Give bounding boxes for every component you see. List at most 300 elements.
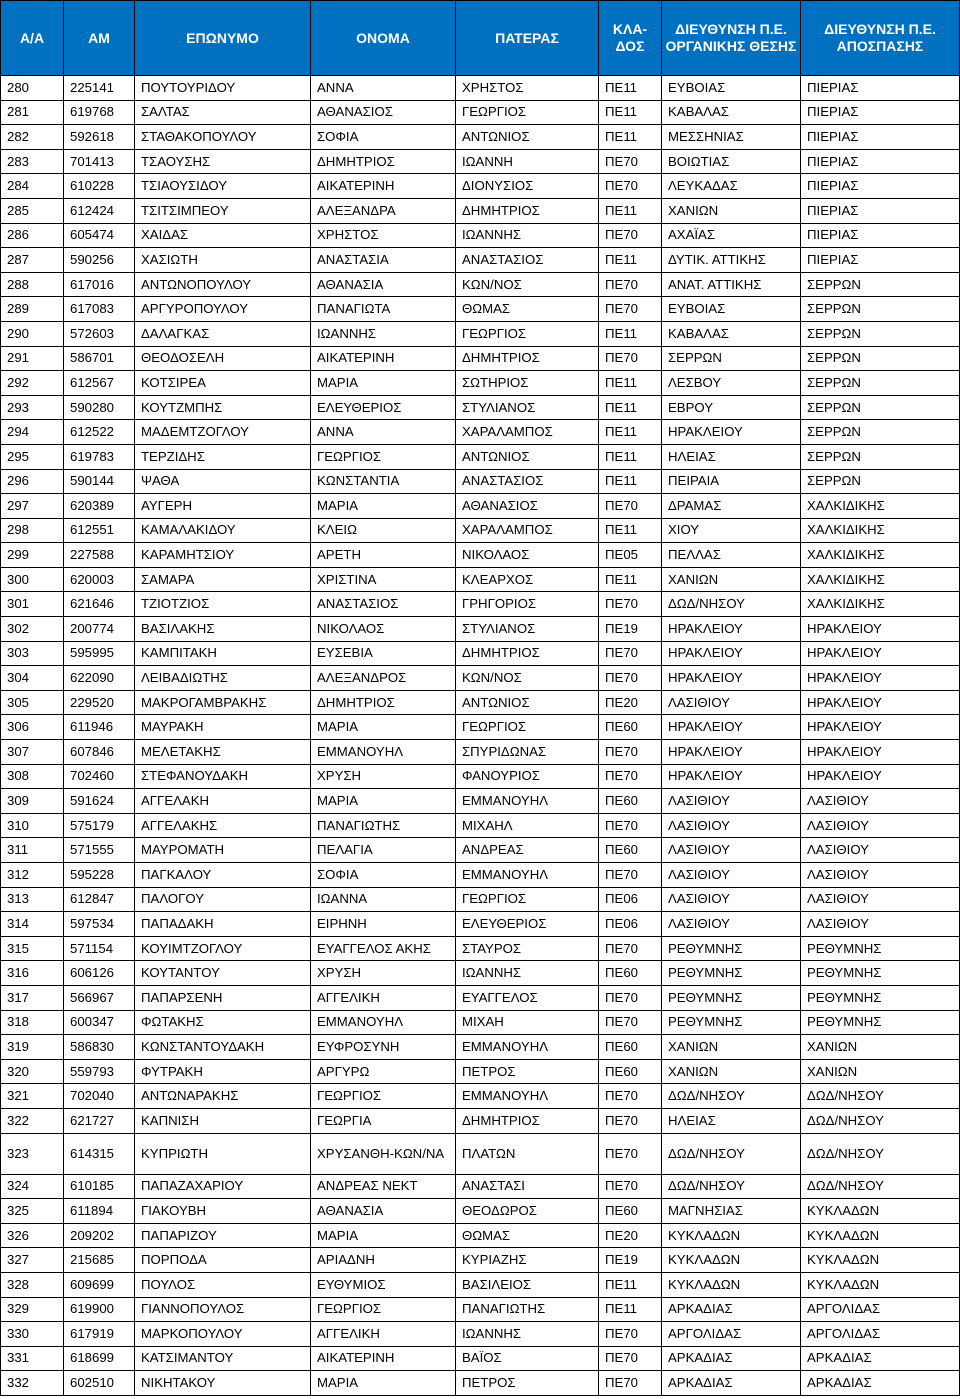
table-row [1,198,960,223]
cell-organiki: ΑΡΓΟΛΙΔΑΣ [662,1322,801,1347]
cell-klados: ΠΕ70 [599,1084,662,1109]
cell-klados: ΠΕ11 [599,395,662,420]
cell-organiki: ΚΥΚΛΑΔΩΝ [662,1272,801,1297]
cell-apospasis: ΣΕΡΡΩΝ [801,395,960,420]
cell-pateras: ΠΕΤΡΟΣ [456,1059,599,1084]
cell-klados: ΠΕ70 [599,1346,662,1371]
cell-apospasis: ΗΡΑΚΛΕΙΟΥ [801,617,960,642]
cell-am: 610228 [64,174,135,199]
cell-organiki: ΔΥΤΙΚ. ΑΤΤΙΚΗΣ [662,248,801,273]
cell-am: 586830 [64,1035,135,1060]
cell-am: 590144 [64,469,135,494]
cell-klados: ΠΕ70 [599,740,662,765]
cell-pateras: ΕΜΜΑΝΟΥΗΛ [456,863,599,888]
cell-pateras: ΚΩΝ/ΝΟΣ [456,666,599,691]
cell-organiki: ΕΒΡΟΥ [662,395,801,420]
cell-eponymo: ΠΑΛΟΓΟΥ [135,887,311,912]
cell-aa: 286 [1,223,64,248]
cell-eponymo: ΤΣΑΟΥΣΗΣ [135,149,311,174]
cell-aa: 301 [1,592,64,617]
cell-pateras: ΠΛΑΤΩΝ [456,1133,599,1174]
cell-pateras: ΑΝΤΩΝΙΟΣ [456,444,599,469]
cell-organiki: ΛΕΥΚΑΔΑΣ [662,174,801,199]
cell-am: 590256 [64,248,135,273]
cell-apospasis: ΧΑΛΚΙΔΙΚΗΣ [801,543,960,568]
cell-apospasis: ΚΥΚΛΑΔΩΝ [801,1223,960,1248]
cell-pateras: ΑΝΔΡΕΑΣ [456,838,599,863]
cell-am: 619900 [64,1297,135,1322]
cell-apospasis: ΣΕΡΡΩΝ [801,321,960,346]
cell-klados: ΠΕ70 [599,149,662,174]
table-row [1,518,960,543]
cell-onoma: ΕΜΜΑΝΟΥΗΛ [311,1010,456,1035]
cell-organiki: ΗΡΑΚΛΕΙΟΥ [662,641,801,666]
cell-klados: ΠΕ70 [599,641,662,666]
cell-aa: 288 [1,272,64,297]
cell-klados: ΠΕ70 [599,174,662,199]
cell-klados: ΠΕ60 [599,838,662,863]
table-row [1,641,960,666]
cell-am: 619783 [64,444,135,469]
cell-am: 617919 [64,1322,135,1347]
cell-apospasis: ΗΡΑΚΛΕΙΟΥ [801,764,960,789]
cell-am: 597534 [64,912,135,937]
cell-onoma: ΧΡΥΣΗ [311,764,456,789]
cell-eponymo: ΔΑΛΑΓΚΑΣ [135,321,311,346]
cell-organiki: ΑΝΑΤ. ΑΤΤΙΚΗΣ [662,272,801,297]
cell-aa: 298 [1,518,64,543]
cell-am: 571555 [64,838,135,863]
cell-klados: ΠΕ70 [599,936,662,961]
table-row [1,321,960,346]
cell-apospasis: ΠΙΕΡΙΑΣ [801,76,960,101]
cell-am: 621727 [64,1108,135,1133]
cell-organiki: ΠΕΛΛΑΣ [662,543,801,568]
table-row [1,715,960,740]
cell-apospasis: ΗΡΑΚΛΕΙΟΥ [801,641,960,666]
cell-eponymo: ΚΥΠΡΙΩΤΗ [135,1133,311,1174]
cell-pateras: ΝΙΚΟΛΑΟΣ [456,543,599,568]
cell-am: 566967 [64,985,135,1010]
cell-klados: ΠΕ11 [599,248,662,273]
cell-aa: 291 [1,346,64,371]
cell-klados: ΠΕ11 [599,321,662,346]
cell-apospasis: ΚΥΚΛΑΔΩΝ [801,1272,960,1297]
cell-pateras: ΑΝΑΣΤΑΣΙΟΣ [456,469,599,494]
cell-pateras: ΧΡΗΣΤΟΣ [456,76,599,101]
cell-aa: 305 [1,690,64,715]
cell-organiki: ΗΡΑΚΛΕΙΟΥ [662,666,801,691]
cell-pateras: ΒΑΣΙΛΕΙΟΣ [456,1272,599,1297]
cell-aa: 329 [1,1297,64,1322]
cell-klados: ΠΕ60 [599,789,662,814]
cell-am: 622090 [64,666,135,691]
cell-apospasis: ΠΙΕΡΙΑΣ [801,248,960,273]
cell-pateras: ΜΙΧΑΗ [456,1010,599,1035]
cell-organiki: ΗΛΕΙΑΣ [662,444,801,469]
table-row [1,1199,960,1224]
table-row [1,297,960,322]
cell-apospasis: ΛΑΣΙΘΙΟΥ [801,789,960,814]
cell-pateras: ΚΥΡΙΑΖΗΣ [456,1248,599,1273]
table-row [1,125,960,150]
cell-aa: 295 [1,444,64,469]
cell-klados: ΠΕ11 [599,444,662,469]
cell-pateras: ΕΥΑΓΓΕΛΟΣ [456,985,599,1010]
cell-am: 209202 [64,1223,135,1248]
table-row [1,346,960,371]
cell-klados: ΠΕ11 [599,1272,662,1297]
cell-eponymo: ΤΣΙΑΟΥΣΙΔΟΥ [135,174,311,199]
cell-aa: 304 [1,666,64,691]
header-onoma: ΟΝΟΜΑ [311,1,456,76]
cell-organiki: ΡΕΘΥΜΝΗΣ [662,985,801,1010]
cell-organiki: ΛΑΣΙΘΙΟΥ [662,912,801,937]
cell-eponymo: ΑΝΤΩΝΑΡΑΚΗΣ [135,1084,311,1109]
cell-am: 612424 [64,198,135,223]
table-row [1,887,960,912]
cell-eponymo: ΑΥΓΕΡΗ [135,494,311,519]
cell-onoma: ΑΝΝΑ [311,420,456,445]
cell-pateras: ΔΗΜΗΤΡΙΟΣ [456,346,599,371]
cell-eponymo: ΚΟΤΣΙΡΕΑ [135,371,311,396]
cell-onoma: ΠΑΝΑΓΙΩΤΗΣ [311,813,456,838]
cell-aa: 313 [1,887,64,912]
cell-onoma: ΜΑΡΙΑ [311,715,456,740]
cell-am: 229520 [64,690,135,715]
cell-apospasis: ΚΥΚΛΑΔΩΝ [801,1199,960,1224]
cell-organiki: ΔΩΔ/ΝΗΣΟΥ [662,1174,801,1199]
cell-klados: ΠΕ11 [599,420,662,445]
cell-pateras: ΓΕΩΡΓΙΟΣ [456,321,599,346]
table-row [1,248,960,273]
table-row [1,789,960,814]
table-row [1,961,960,986]
cell-apospasis: ΑΡΓΟΛΙΔΑΣ [801,1297,960,1322]
cell-eponymo: ΓΙΑΚΟΥΒΗ [135,1199,311,1224]
cell-klados: ΠΕ70 [599,1174,662,1199]
cell-pateras: ΠΕΤΡΟΣ [456,1371,599,1396]
cell-aa: 293 [1,395,64,420]
header-eponymo: ΕΠΩΝΥΜΟ [135,1,311,76]
cell-pateras: ΕΜΜΑΝΟΥΗΛ [456,789,599,814]
cell-eponymo: ΤΕΡΖΙΔΗΣ [135,444,311,469]
table-row [1,592,960,617]
cell-eponymo: ΠΟΥΛΟΣ [135,1272,311,1297]
cell-pateras: ΘΕΟΔΩΡΟΣ [456,1199,599,1224]
cell-pateras: ΑΝΑΣΤΑΣΙΟΣ [456,248,599,273]
cell-pateras: ΙΩΑΝΝΗΣ [456,223,599,248]
cell-organiki: ΔΡΑΜΑΣ [662,494,801,519]
cell-apospasis: ΔΩΔ/ΝΗΣΟΥ [801,1108,960,1133]
cell-eponymo: ΑΓΓΕΛΑΚΗ [135,789,311,814]
cell-pateras: ΕΜΜΑΝΟΥΗΛ [456,1084,599,1109]
cell-eponymo: ΠΟΡΠΟΔΑ [135,1248,311,1273]
cell-onoma: ΑΙΚΑΤΕΡΙΝΗ [311,174,456,199]
cell-klados: ΠΕ70 [599,272,662,297]
cell-organiki: ΚΥΚΛΑΔΩΝ [662,1223,801,1248]
cell-apospasis: ΧΑΛΚΙΔΙΚΗΣ [801,567,960,592]
cell-pateras: ΕΛΕΥΘΕΡΙΟΣ [456,912,599,937]
cell-onoma: ΧΡΗΣΤΟΣ [311,223,456,248]
cell-onoma: ΕΛΕΥΘΕΡΙΟΣ [311,395,456,420]
cell-apospasis: ΚΥΚΛΑΔΩΝ [801,1248,960,1273]
cell-aa: 328 [1,1272,64,1297]
header-apospasis: ΔΙΕΥΘΥΝΣΗ Π.Ε. ΑΠΟΣΠΑΣΗΣ [801,1,960,76]
cell-eponymo: ΦΥΤΡΑΚΗ [135,1059,311,1084]
cell-am: 559793 [64,1059,135,1084]
cell-eponymo: ΛΕΙΒΑΔΙΩΤΗΣ [135,666,311,691]
cell-klados: ΠΕ19 [599,1248,662,1273]
cell-am: 215685 [64,1248,135,1273]
cell-onoma: ΓΕΩΡΓΙΑ [311,1108,456,1133]
cell-aa: 306 [1,715,64,740]
cell-eponymo: ΧΑΣΙΩΤΗ [135,248,311,273]
table-row [1,420,960,445]
cell-onoma: ΓΕΩΡΓΙΟΣ [311,1084,456,1109]
table-row [1,1174,960,1199]
cell-organiki: ΚΑΒΑΛΑΣ [662,100,801,125]
cell-klados: ΠΕ70 [599,863,662,888]
cell-pateras: ΑΘΑΝΑΣΙΟΣ [456,494,599,519]
cell-onoma: ΑΡΙΑΔΝΗ [311,1248,456,1273]
cell-klados: ΠΕ60 [599,1035,662,1060]
cell-eponymo: ΑΝΤΩΝΟΠΟΥΛΟΥ [135,272,311,297]
cell-eponymo: ΚΩΝΣΤΑΝΤΟΥΔΑΚΗ [135,1035,311,1060]
cell-eponymo: ΝΙΚΗΤΑΚΟΥ [135,1371,311,1396]
cell-organiki: ΗΛΕΙΑΣ [662,1108,801,1133]
cell-apospasis: ΠΙΕΡΙΑΣ [801,100,960,125]
cell-aa: 281 [1,100,64,125]
cell-organiki: ΛΑΣΙΘΙΟΥ [662,863,801,888]
cell-onoma: ΑΙΚΑΤΕΡΙΝΗ [311,346,456,371]
cell-organiki: ΛΑΣΙΘΙΟΥ [662,813,801,838]
cell-klados: ΠΕ70 [599,494,662,519]
table-row [1,666,960,691]
cell-aa: 319 [1,1035,64,1060]
cell-aa: 299 [1,543,64,568]
cell-apospasis: ΠΙΕΡΙΑΣ [801,125,960,150]
cell-am: 702460 [64,764,135,789]
cell-apospasis: ΡΕΘΥΜΝΗΣ [801,961,960,986]
table-row [1,1297,960,1322]
cell-aa: 302 [1,617,64,642]
cell-eponymo: ΚΑΠΝΙΣΗ [135,1108,311,1133]
cell-aa: 318 [1,1010,64,1035]
cell-onoma: ΑΓΓΕΛΙΚΗ [311,1322,456,1347]
cell-pateras: ΒΑΪΟΣ [456,1346,599,1371]
cell-pateras: ΑΝΑΣΤΑΣΙ [456,1174,599,1199]
cell-am: 606126 [64,961,135,986]
cell-aa: 292 [1,371,64,396]
cell-am: 701413 [64,149,135,174]
cell-aa: 285 [1,198,64,223]
cell-klados: ΠΕ11 [599,76,662,101]
cell-onoma: ΙΩΑΝΝΗΣ [311,321,456,346]
cell-aa: 332 [1,1371,64,1396]
cell-aa: 297 [1,494,64,519]
cell-onoma: ΑΝΔΡΕΑΣ ΝΕΚΤ [311,1174,456,1199]
table-row [1,1346,960,1371]
cell-am: 620389 [64,494,135,519]
cell-aa: 310 [1,813,64,838]
cell-pateras: ΘΩΜΑΣ [456,297,599,322]
cell-am: 607846 [64,740,135,765]
cell-onoma: ΑΝΑΣΤΑΣΙΟΣ [311,592,456,617]
cell-organiki: ΛΕΣΒΟΥ [662,371,801,396]
cell-am: 600347 [64,1010,135,1035]
cell-klados: ΠΕ70 [599,1108,662,1133]
cell-onoma: ΓΕΩΡΓΙΟΣ [311,1297,456,1322]
cell-apospasis: ΣΕΡΡΩΝ [801,272,960,297]
cell-am: 575179 [64,813,135,838]
cell-pateras: ΚΛΕΑΡΧΟΣ [456,567,599,592]
cell-organiki: ΡΕΘΥΜΝΗΣ [662,961,801,986]
cell-eponymo: ΘΕΟΔΟΣΕΛΗ [135,346,311,371]
cell-aa: 314 [1,912,64,937]
cell-am: 612522 [64,420,135,445]
cell-klados: ΠΕ11 [599,198,662,223]
cell-pateras: ΔΗΜΗΤΡΙΟΣ [456,1108,599,1133]
cell-eponymo: ΚΟΥΤΑΝΤΟΥ [135,961,311,986]
table-row [1,371,960,396]
cell-am: 619768 [64,100,135,125]
cell-eponymo: ΠΑΠΑΡΙΖΟΥ [135,1223,311,1248]
header-pateras: ΠΑΤΕΡΑΣ [456,1,599,76]
cell-apospasis: ΗΡΑΚΛΕΙΟΥ [801,740,960,765]
cell-organiki: ΑΡΚΑΔΙΑΣ [662,1346,801,1371]
table-row [1,1248,960,1273]
cell-organiki: ΑΧΑΪΑΣ [662,223,801,248]
cell-organiki: ΗΡΑΚΛΕΙΟΥ [662,420,801,445]
table-row [1,100,960,125]
cell-aa: 307 [1,740,64,765]
cell-aa: 325 [1,1199,64,1224]
cell-apospasis: ΣΕΡΡΩΝ [801,444,960,469]
cell-aa: 327 [1,1248,64,1273]
cell-am: 591624 [64,789,135,814]
table-row [1,1035,960,1060]
cell-eponymo: ΒΑΣΙΛΑΚΗΣ [135,617,311,642]
cell-onoma: ΑΛΕΞΑΝΔΡΑ [311,198,456,223]
cell-klados: ΠΕ70 [599,592,662,617]
cell-eponymo: ΣΑΜΑΡΑ [135,567,311,592]
table-header [1,1,960,76]
cell-aa: 322 [1,1108,64,1133]
cell-eponymo: ΦΩΤΑΚΗΣ [135,1010,311,1035]
cell-pateras: ΧΑΡΑΛΑΜΠΟΣ [456,420,599,445]
cell-apospasis: ΣΕΡΡΩΝ [801,297,960,322]
cell-aa: 284 [1,174,64,199]
cell-klados: ΠΕ60 [599,1059,662,1084]
cell-am: 611946 [64,715,135,740]
cell-aa: 311 [1,838,64,863]
cell-organiki: ΕΥΒΟΙΑΣ [662,297,801,322]
cell-organiki: ΧΑΝΙΩΝ [662,1059,801,1084]
table-row [1,469,960,494]
cell-onoma: ΑΡΓΥΡΩ [311,1059,456,1084]
cell-eponymo: ΠΟΥΤΟΥΡΙΔΟΥ [135,76,311,101]
table-row [1,764,960,789]
cell-am: 611894 [64,1199,135,1224]
cell-eponymo: ΣΑΛΤΑΣ [135,100,311,125]
cell-onoma: ΚΛΕΙΩ [311,518,456,543]
cell-apospasis: ΠΙΕΡΙΑΣ [801,149,960,174]
cell-eponymo: ΚΑΤΣΙΜΑΝΤΟΥ [135,1346,311,1371]
cell-klados: ΠΕ60 [599,961,662,986]
cell-am: 200774 [64,617,135,642]
table-row [1,223,960,248]
cell-am: 595995 [64,641,135,666]
cell-aa: 317 [1,985,64,1010]
cell-klados: ΠΕ70 [599,985,662,1010]
table-row [1,444,960,469]
cell-aa: 316 [1,961,64,986]
cell-aa: 324 [1,1174,64,1199]
cell-onoma: ΕΥΦΡΟΣΥΝΗ [311,1035,456,1060]
cell-pateras: ΑΝΤΩΝΙΟΣ [456,125,599,150]
cell-apospasis: ΑΡΓΟΛΙΔΑΣ [801,1322,960,1347]
cell-am: 612567 [64,371,135,396]
cell-apospasis: ΡΕΘΥΜΝΗΣ [801,1010,960,1035]
table-row [1,813,960,838]
cell-apospasis: ΠΙΕΡΙΑΣ [801,198,960,223]
cell-onoma: ΑΝΑΣΤΑΣΙΑ [311,248,456,273]
cell-pateras: ΑΝΤΩΝΙΟΣ [456,690,599,715]
cell-pateras: ΓΡΗΓΟΡΙΟΣ [456,592,599,617]
cell-onoma: ΝΙΚΟΛΑΟΣ [311,617,456,642]
cell-organiki: ΠΕΙΡΑΙΑ [662,469,801,494]
cell-organiki: ΛΑΣΙΘΙΟΥ [662,887,801,912]
header-klados: ΚΛΑ-ΔΟΣ [599,1,662,76]
cell-aa: 283 [1,149,64,174]
cell-organiki: ΡΕΘΥΜΝΗΣ [662,1010,801,1035]
cell-eponymo: ΣΤΕΦΑΝΟΥΔΑΚΗ [135,764,311,789]
cell-am: 602510 [64,1371,135,1396]
cell-pateras: ΠΑΝΑΓΙΩΤΗΣ [456,1297,599,1322]
cell-apospasis: ΛΑΣΙΘΙΟΥ [801,813,960,838]
cell-am: 617083 [64,297,135,322]
cell-apospasis: ΧΑΛΚΙΔΙΚΗΣ [801,494,960,519]
cell-apospasis: ΡΕΘΥΜΝΗΣ [801,985,960,1010]
cell-klados: ΠΕ11 [599,518,662,543]
cell-onoma: ΕΜΜΑΝΟΥΗΛ [311,740,456,765]
cell-organiki: ΗΡΑΚΛΕΙΟΥ [662,740,801,765]
cell-klados: ΠΕ70 [599,223,662,248]
cell-aa: 282 [1,125,64,150]
cell-onoma: ΔΗΜΗΤΡΙΟΣ [311,149,456,174]
cell-klados: ΠΕ70 [599,297,662,322]
cell-pateras: ΣΤΥΛΙΑΝΟΣ [456,395,599,420]
cell-klados: ΠΕ11 [599,100,662,125]
cell-organiki: ΒΟΙΩΤΙΑΣ [662,149,801,174]
cell-eponymo: ΚΑΜΑΛΑΚΙΔΟΥ [135,518,311,543]
cell-organiki: ΗΡΑΚΛΕΙΟΥ [662,715,801,740]
cell-organiki: ΧΑΝΙΩΝ [662,567,801,592]
cell-onoma: ΑΘΑΝΑΣΙΑ [311,272,456,297]
cell-onoma: ΜΑΡΙΑ [311,371,456,396]
cell-pateras: ΔΗΜΗΤΡΙΟΣ [456,641,599,666]
cell-apospasis: ΛΑΣΙΘΙΟΥ [801,887,960,912]
cell-am: 618699 [64,1346,135,1371]
cell-aa: 330 [1,1322,64,1347]
cell-eponymo: ΤΖΙΟΤΖΙΟΣ [135,592,311,617]
cell-pateras: ΜΙΧΑΗΛ [456,813,599,838]
cell-am: 621646 [64,592,135,617]
cell-pateras: ΣΤΥΛΙΑΝΟΣ [456,617,599,642]
cell-pateras: ΣΩΤΗΡΙΟΣ [456,371,599,396]
table-row [1,1133,960,1174]
